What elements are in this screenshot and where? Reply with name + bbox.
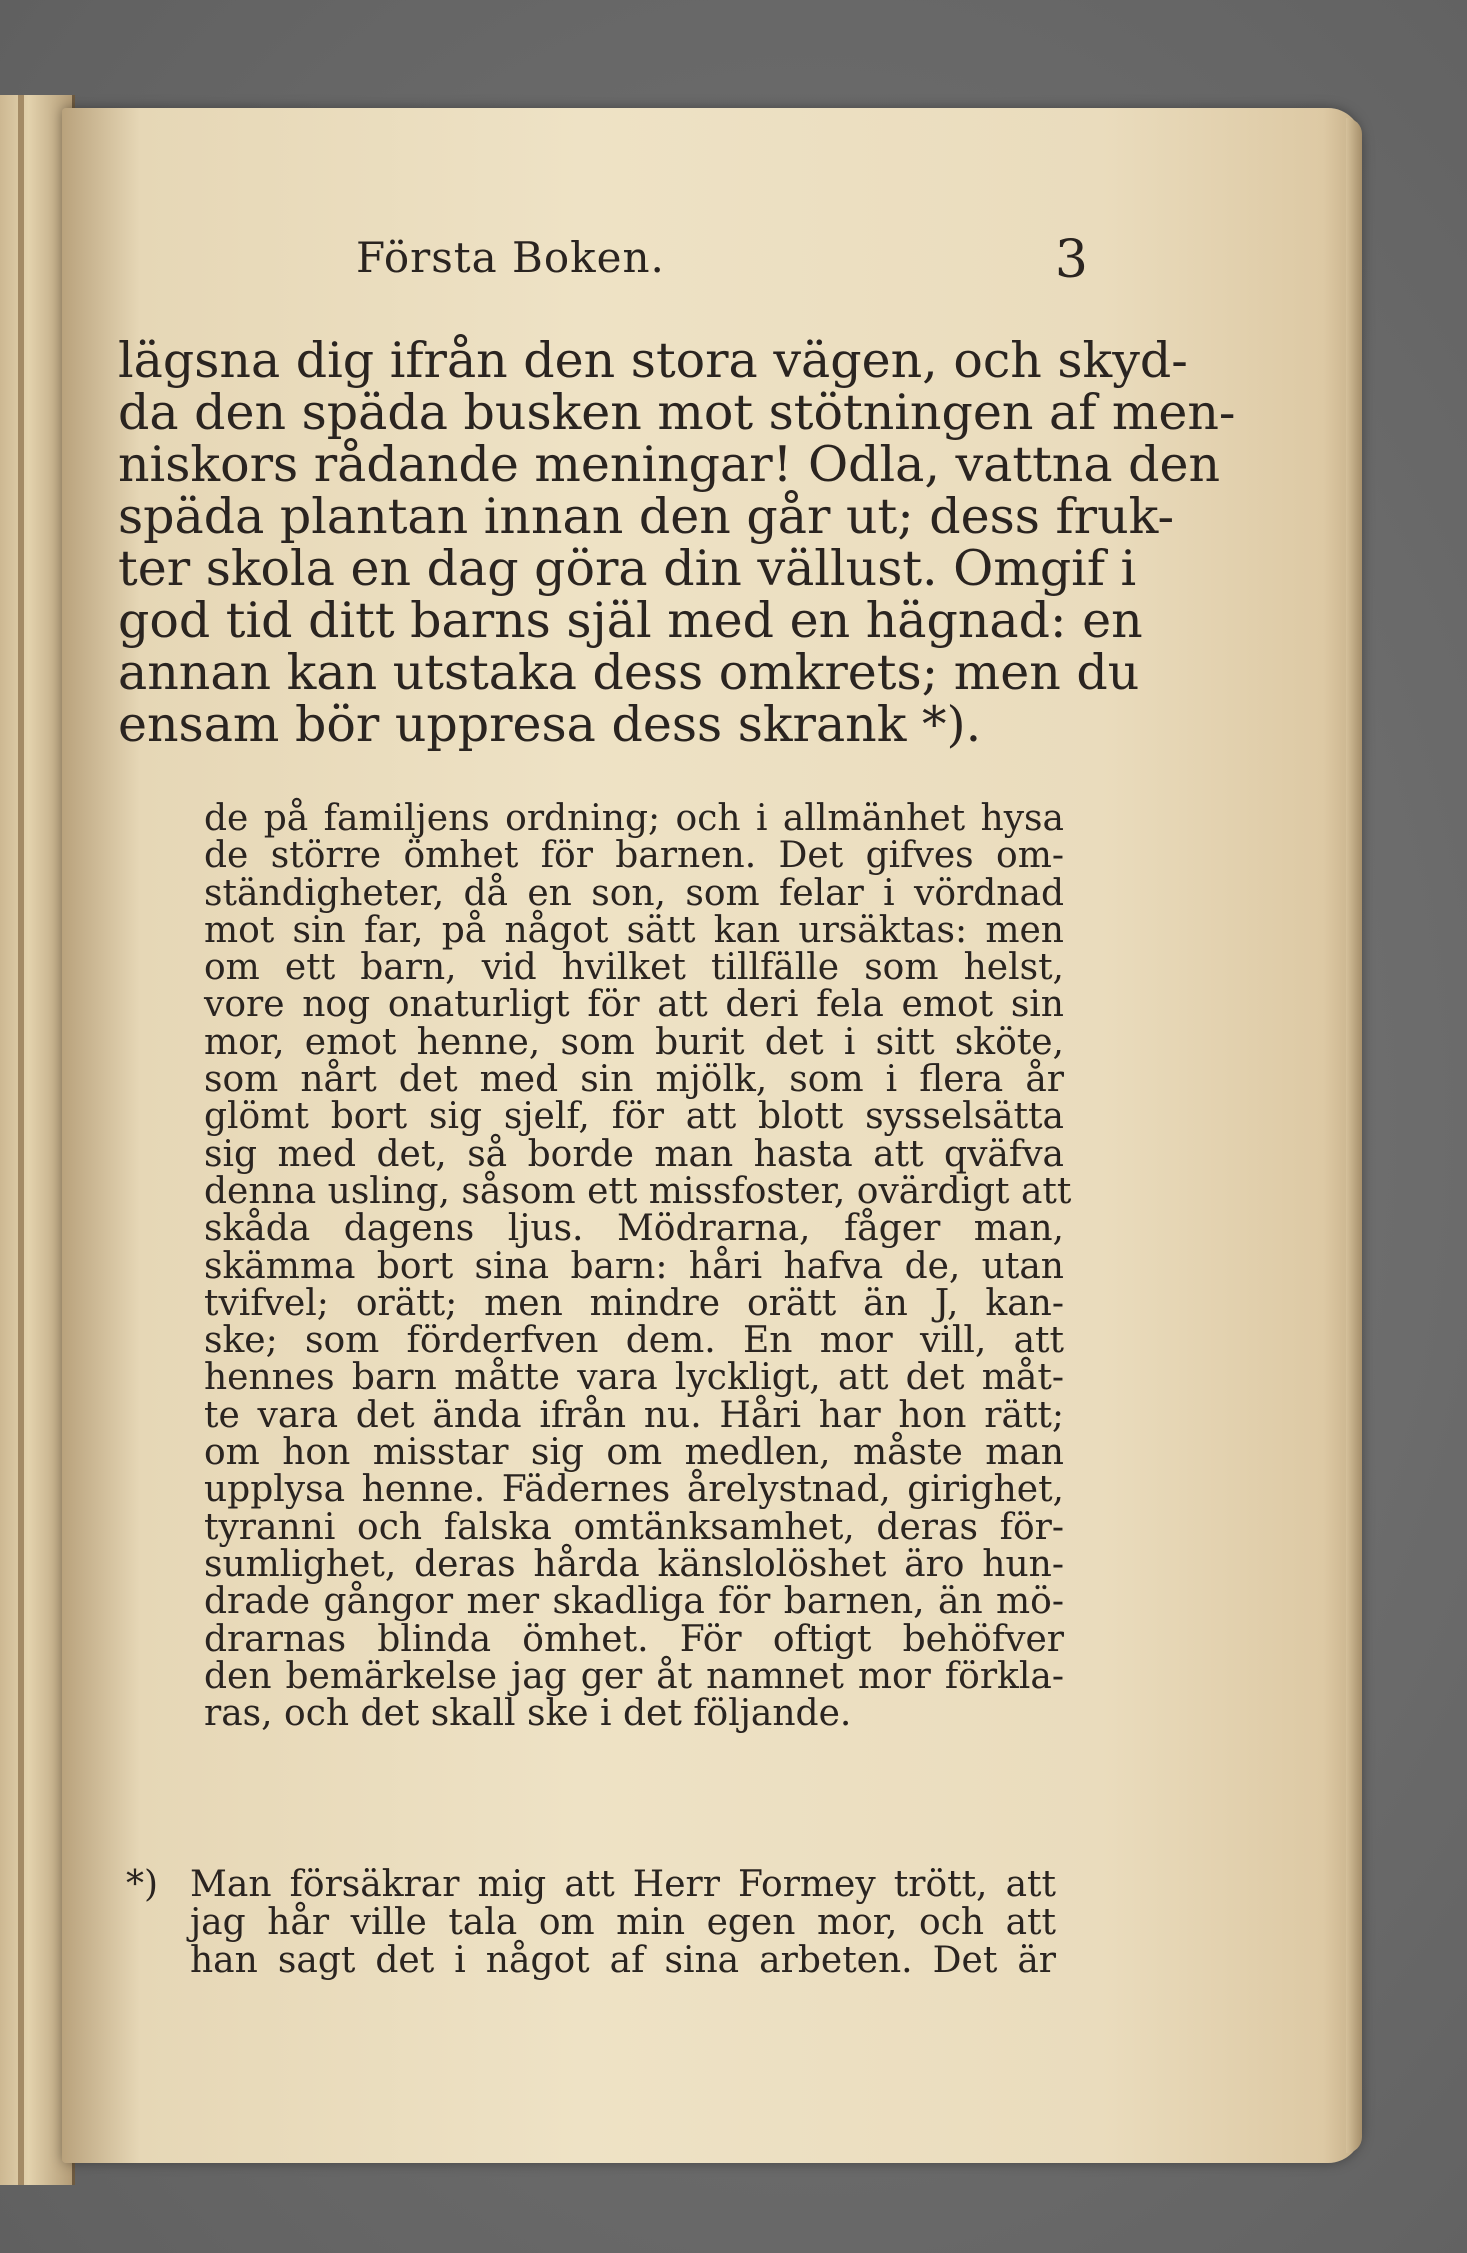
facing-page-gutter	[18, 95, 24, 2185]
notes-line: om ett barn, vid hvilket tillfälle som helst,	[204, 947, 1064, 989]
notes-line: sumlighet, deras hårda känslolöshet äro hun-	[204, 1543, 1064, 1585]
notes-line: drade gångor mer skadliga för barnen, än mö-	[204, 1581, 1064, 1623]
notes-line: vore nog onaturligt för att deri fela emot sin	[204, 984, 1064, 1026]
notes-line: mot sin far, på något sätt kan ursäktas: men	[204, 909, 1064, 951]
notes-line: tvifvel; orätt; men mindre orätt än J, kan-	[204, 1282, 1064, 1324]
notes-line: glömt bort sig sjelf, för att blott sysselsätta	[204, 1096, 1064, 1138]
notes-line: den bemärkelse jag ger åt namnet mor förkla-	[204, 1655, 1064, 1697]
main-line: späda plantan innan den går ut; dess fruk-	[118, 488, 1175, 545]
notes-line: skämma bort sina barn: håri hafva de, utan	[204, 1245, 1064, 1287]
main-line: niskors rådande meningar! Odla, vattna den	[118, 436, 1221, 493]
main-line: ensam bör uppresa dess skrank *).	[118, 696, 982, 753]
notes-line: om hon misstar sig om medlen, måste man	[204, 1432, 1064, 1474]
main-paragraph	[118, 332, 1236, 753]
notes-line: ständigheter, då en son, som felar i vördnad	[204, 872, 1064, 914]
notes-line: ras, och det skall ske i det följande.	[204, 1693, 852, 1735]
notes-line: tyranni och falska omtänksamhet, deras för-	[204, 1506, 1064, 1548]
footnote-line: jag hår ville tala om min egen mor, och att	[190, 1902, 1056, 1943]
main-line: annan kan utstaka dess omkrets; men du	[118, 644, 1140, 701]
notes-line: hennes barn måtte vara lyckligt, att det måt-	[204, 1357, 1064, 1399]
notes-line: sig med det, så borde man hasta att qväfva	[204, 1133, 1064, 1175]
main-line: da den späda busken mot stötningen af men-	[118, 384, 1236, 441]
notes-line: drarnas blinda ömhet. För oftigt behöfver	[204, 1618, 1064, 1660]
main-line: lägsna dig ifrån den stora vägen, och skyd-	[118, 332, 1188, 389]
notes-line: de större ömhet för barnen. Det gifves om-	[204, 835, 1064, 877]
footnote-line: han sagt det i något af sina arbeten. Det är	[190, 1940, 1056, 1981]
notes-line: ske; som förderfven dem. En mor vill, att	[204, 1320, 1064, 1362]
running-header: Första Boken.	[356, 233, 665, 282]
main-line: ter skola en dag göra din vällust. Omgif i	[118, 540, 1137, 597]
notes-line: skåda dagens ljus. Mödrarna, fåger man,	[204, 1208, 1064, 1250]
notes-line: te vara det ända ifrån nu. Håri har hon rätt;	[204, 1394, 1064, 1436]
notes-paragraph	[204, 798, 1072, 1735]
notes-line: de på familjens ordning; och i allmänhet hysa	[204, 798, 1064, 839]
notes-line: mor, emot henne, som burit det i sitt sköte,	[204, 1021, 1064, 1063]
footnote-line: Man försäkrar mig att Herr Formey trött, att	[190, 1864, 1056, 1905]
footnote-marker: *)	[126, 1864, 159, 1905]
page-number: 3	[1054, 230, 1088, 290]
main-line: god tid ditt barns själ med en hägnad: en	[118, 592, 1143, 649]
notes-line: denna usling, såsom ett missfoster, ovärdigt att	[204, 1170, 1072, 1212]
notes-line: upplysa henne. Fädernes årelystnad, girighet,	[204, 1469, 1064, 1511]
page-fore-edge	[1346, 118, 1362, 2153]
footnote-body	[190, 1866, 1056, 1980]
notes-line: som nårt det med sin mjölk, som i flera år	[204, 1059, 1064, 1101]
